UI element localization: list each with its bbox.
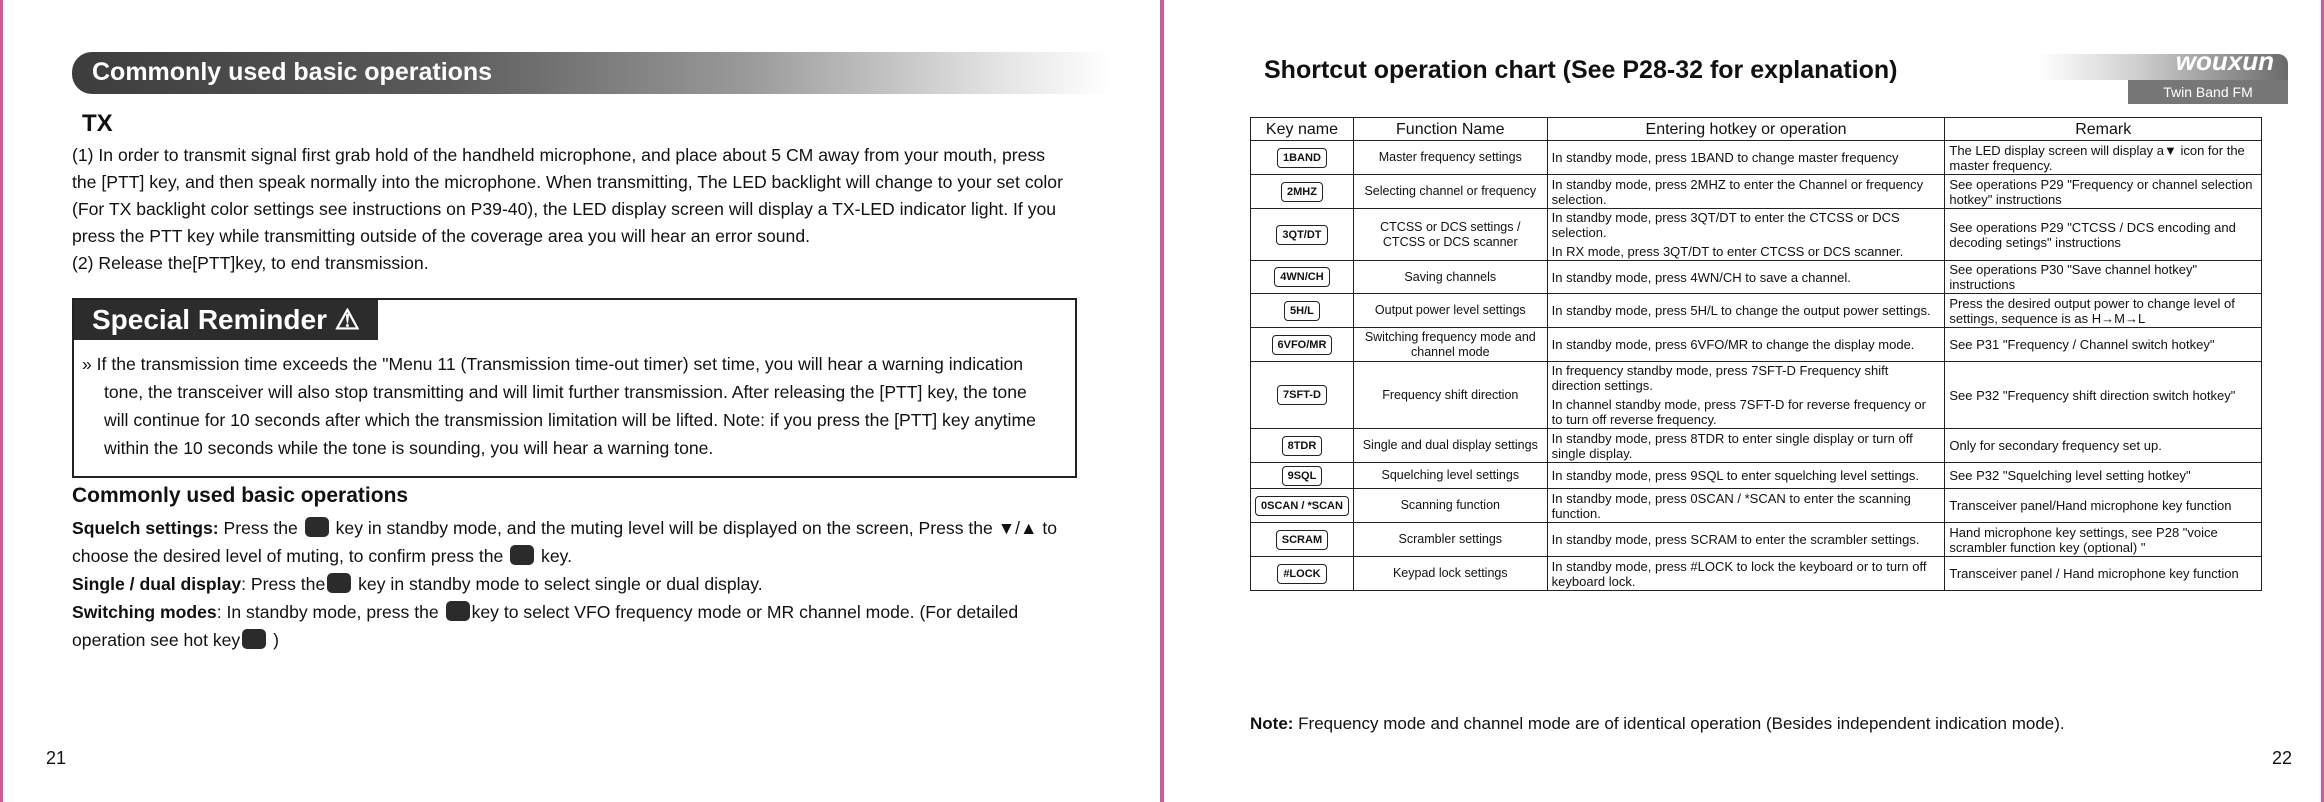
squelch-line-2 xyxy=(72,542,1112,570)
function-name-cell: Squelching level settings xyxy=(1353,463,1547,489)
key-name-cell xyxy=(1251,209,1354,261)
operation-text: In standby mode, press 5H/L to change the output power settings. xyxy=(1551,303,1931,318)
function-name-cell: Master frequency settings xyxy=(1353,141,1547,175)
table-header-row xyxy=(1251,118,2262,141)
footnote xyxy=(1250,714,2065,734)
squelch-text: key. xyxy=(536,546,573,566)
operation-cell xyxy=(1547,294,1945,328)
left-page xyxy=(0,0,1160,802)
key-name-cell xyxy=(1251,175,1354,209)
brand-logo xyxy=(2044,46,2288,124)
switching-text: key to select VFO frequency mode or MR channel mode. (For detailed xyxy=(471,602,1019,622)
operation-cell xyxy=(1547,362,1945,429)
table-row xyxy=(1251,328,2262,362)
dual-display-text: : Press the xyxy=(241,574,326,594)
header-remark: Remark xyxy=(1945,118,2262,141)
function-name-cell: CTCSS or DCS settings / CTCSS or DCS scanner xyxy=(1353,209,1547,261)
tx-line: press the PTT key while transmitting outside of the coverage area you will hear an error sound. xyxy=(72,226,811,246)
operation-text: In standby mode, press 2MHZ to enter the Channel or frequency selection. xyxy=(1551,176,1924,207)
function-name-cell: Saving channels xyxy=(1353,261,1547,294)
remark-cell: See operations P29 "CTCSS / DCS encoding and decoding setings" instructions xyxy=(1945,209,2262,261)
sql-key-icon xyxy=(305,517,329,537)
operation-text: In standby mode, press 1BAND to change master frequency xyxy=(1551,150,1899,165)
header-function-name: Function Name xyxy=(1353,118,1547,141)
operation-text: In frequency standby mode, press 7SFT-D Frequency shift direction settings. xyxy=(1551,363,1889,393)
key-name-cell xyxy=(1251,261,1354,294)
operation-text: In standby mode, press 3QT/DT to enter the CTCSS or DCS selection. xyxy=(1551,210,1900,240)
squelch-text: choose the desired level of muting, to confirm press the xyxy=(72,546,509,566)
switching-text: : In standby mode, press the xyxy=(216,602,444,622)
table-row xyxy=(1251,557,2262,591)
key-name-cell xyxy=(1251,489,1354,523)
shortcut-table xyxy=(1250,117,2262,591)
operation-text: In standby mode, press 8TDR to enter single display or turn off single display. xyxy=(1551,430,1913,461)
tx-line: (For TX backlight color settings see instructions on P39-40), the LED display screen will display a TX-LED indicator light. If you xyxy=(72,199,1057,219)
chart-title: Shortcut operation chart (See P28-32 for explanation) xyxy=(1264,56,1898,84)
dual-display-line xyxy=(72,570,1112,598)
key-button-icon: 5H/L xyxy=(1284,301,1320,321)
dual-display-text: key in standby mode to select single or dual display. xyxy=(353,574,763,594)
right-page xyxy=(1164,0,2324,802)
operation-cell xyxy=(1547,429,1945,463)
table-row xyxy=(1251,141,2262,175)
squelch-line-1 xyxy=(72,514,1112,542)
special-reminder-body xyxy=(82,350,1064,462)
table-row xyxy=(1251,362,2262,429)
key-button-icon: SCRAM xyxy=(1276,530,1328,550)
operation-text: In standby mode, press SCRAM to enter the scrambler settings. xyxy=(1551,532,1920,547)
special-reminder-title: Special Reminder ⚠ xyxy=(74,300,378,340)
operation-cell xyxy=(1547,557,1945,591)
tx-line: (2) Release the[PTT]key, to end transmission. xyxy=(72,253,429,273)
key-button-icon: #LOCK xyxy=(1277,564,1326,584)
table-row xyxy=(1251,523,2262,557)
remark-cell: Press the desired output power to change level of settings, sequence is as H→M→L xyxy=(1945,294,2262,328)
function-name-cell: Scanning function xyxy=(1353,489,1547,523)
operation-cell xyxy=(1547,175,1945,209)
remark-cell: The LED display screen will display a▼ icon for the master frequency. xyxy=(1945,141,2262,175)
operation-text: In standby mode, press 6VFO/MR to change the display mode. xyxy=(1551,337,1915,352)
reminder-line: tone, the transceiver will also stop transmitting and will limit further transmission. After releasing the [PTT] key, the tone xyxy=(104,382,1027,402)
tx-line: (1) In order to transmit signal first grab hold of the handheld microphone, and place about 5 CM away from your mouth, press xyxy=(72,145,1046,165)
switching-label: Switching modes xyxy=(72,602,217,622)
function-name-cell: Output power level settings xyxy=(1353,294,1547,328)
vfo-key-icon xyxy=(446,601,470,621)
note-label: Note: xyxy=(1250,714,1294,733)
operation-cell xyxy=(1547,489,1945,523)
operation-cell xyxy=(1547,209,1945,261)
key-button-icon: 8TDR xyxy=(1282,436,1323,456)
table-row xyxy=(1251,261,2262,294)
squelch-text: Press the xyxy=(218,518,303,538)
operation-cell xyxy=(1547,328,1945,362)
table-row xyxy=(1251,175,2262,209)
key-button-icon: 6VFO/MR xyxy=(1272,335,1333,355)
operation-cell xyxy=(1547,463,1945,489)
special-reminder-box xyxy=(72,298,1077,478)
banner-title: Commonly used basic operations xyxy=(92,58,493,86)
operation-cell xyxy=(1547,523,1945,557)
hot-key-icon xyxy=(242,629,266,649)
key-button-icon: 0SCAN / *SCAN xyxy=(1255,496,1349,516)
key-name-cell xyxy=(1251,362,1354,429)
reminder-line: will continue for 10 seconds after which the transmission limitation will be lifted. Note: if you press the [PTT] key anytime xyxy=(104,410,1036,430)
key-button-icon: 4WN/CH xyxy=(1274,267,1329,287)
tdr-key-icon xyxy=(327,573,351,593)
remark-cell: See operations P30 "Save channel hotkey" instructions xyxy=(1945,261,2262,294)
switching-text: ) xyxy=(268,630,279,650)
header-operation: Entering hotkey or operation xyxy=(1547,118,1945,141)
operation-cell xyxy=(1547,261,1945,294)
reminder-line: within the 10 seconds while the tone is sounding, you will hear a warning tone. xyxy=(104,438,714,458)
remark-cell: Transceiver panel / Hand microphone key function xyxy=(1945,557,2262,591)
table-row xyxy=(1251,429,2262,463)
reminder-line: » If the transmission time exceeds the "Menu 11 (Transmission time-out timer) set time, you will hear a warning indication xyxy=(82,354,1024,374)
table-row xyxy=(1251,294,2262,328)
logo-subtitle: Twin Band FM Transceiver xyxy=(2128,80,2288,104)
function-name-cell: Frequency shift direction xyxy=(1353,362,1547,429)
table-row xyxy=(1251,489,2262,523)
header-key-name: Key name xyxy=(1251,118,1354,141)
tx-heading: TX xyxy=(82,110,113,137)
switching-line-1 xyxy=(72,598,1112,626)
operation-cell xyxy=(1547,141,1945,175)
operation-text: In RX mode, press 3QT/DT to enter CTCSS or DCS scanner. xyxy=(1551,244,1904,259)
page-number-left: 21 xyxy=(46,748,67,768)
function-name-cell: Scrambler settings xyxy=(1353,523,1547,557)
tx-line: the [PTT] key, and then speak normally into the microphone. When transmitting, The LED backlight will change to your set color xyxy=(72,172,1063,192)
remark-cell: Hand microphone key settings, see P28 "voice scrambler function key (optional) " xyxy=(1945,523,2262,557)
operation-text: In standby mode, press 9SQL to enter squelching level settings. xyxy=(1551,468,1920,483)
remark-cell: See operations P29 "Frequency or channel selection hotkey" instructions xyxy=(1945,175,2262,209)
remark-cell: Transceiver panel/Hand microphone key function xyxy=(1945,489,2262,523)
key-name-cell xyxy=(1251,523,1354,557)
remark-cell: See P32 "Frequency shift direction switch hotkey" xyxy=(1945,362,2262,429)
squelch-text: key in standby mode, and the muting level will be displayed on the screen, Press the ▼/▲ to xyxy=(330,518,1058,538)
switching-text: operation see hot key xyxy=(72,630,241,650)
operation-text: In standby mode, press #LOCK to lock the keyboard or to turn off keyboard lock. xyxy=(1551,558,1927,589)
key-name-cell xyxy=(1251,557,1354,591)
key-button-icon: 9SQL xyxy=(1282,466,1323,486)
key-button-icon: 3QT/DT xyxy=(1276,225,1327,245)
key-name-cell xyxy=(1251,429,1354,463)
section-banner xyxy=(72,52,1112,94)
tx-paragraph xyxy=(72,142,1092,277)
logo-text: wouxun xyxy=(2175,46,2274,76)
page-number-right: 22 xyxy=(2272,748,2293,768)
table-row xyxy=(1251,463,2262,489)
note-text: Frequency mode and channel mode are of identical operation (Besides independent indication mode). xyxy=(1293,714,2065,733)
remark-cell: See P32 "Squelching level setting hotkey" xyxy=(1945,463,2262,489)
table-row xyxy=(1251,209,2262,261)
operation-text: In channel standby mode, press 7SFT-D for reverse frequency or to turn off reverse frequency. xyxy=(1551,397,1926,427)
basic-operations-text xyxy=(72,514,1112,654)
key-button-icon: 1BAND xyxy=(1277,148,1327,168)
function-name-cell: Keypad lock settings xyxy=(1353,557,1547,591)
squelch-label: Squelch settings: xyxy=(72,518,219,538)
remark-cell: Only for secondary frequency set up. xyxy=(1945,429,2262,463)
operation-text: In standby mode, press 0SCAN / *SCAN to enter the scanning function. xyxy=(1551,490,1911,521)
key-button-icon: 2MHZ xyxy=(1281,182,1323,202)
basic-operations-title: Commonly used basic operations xyxy=(72,484,409,507)
function-name-cell: Selecting channel or frequency xyxy=(1353,175,1547,209)
key-name-cell xyxy=(1251,463,1354,489)
function-name-cell: Single and dual display settings xyxy=(1353,429,1547,463)
menu-key-icon xyxy=(510,545,534,565)
key-name-cell xyxy=(1251,294,1354,328)
switching-line-2 xyxy=(72,626,1112,654)
table-body xyxy=(1251,141,2262,591)
key-button-icon: 7SFT-D xyxy=(1277,385,1327,405)
key-name-cell xyxy=(1251,328,1354,362)
remark-cell: See P31 "Frequency / Channel switch hotkey" xyxy=(1945,328,2262,362)
function-name-cell: Switching frequency mode and channel mode xyxy=(1353,328,1547,362)
operation-text: In standby mode, press 4WN/CH to save a channel. xyxy=(1551,269,1851,285)
dual-display-label: Single / dual display xyxy=(72,574,242,594)
key-name-cell xyxy=(1251,141,1354,175)
